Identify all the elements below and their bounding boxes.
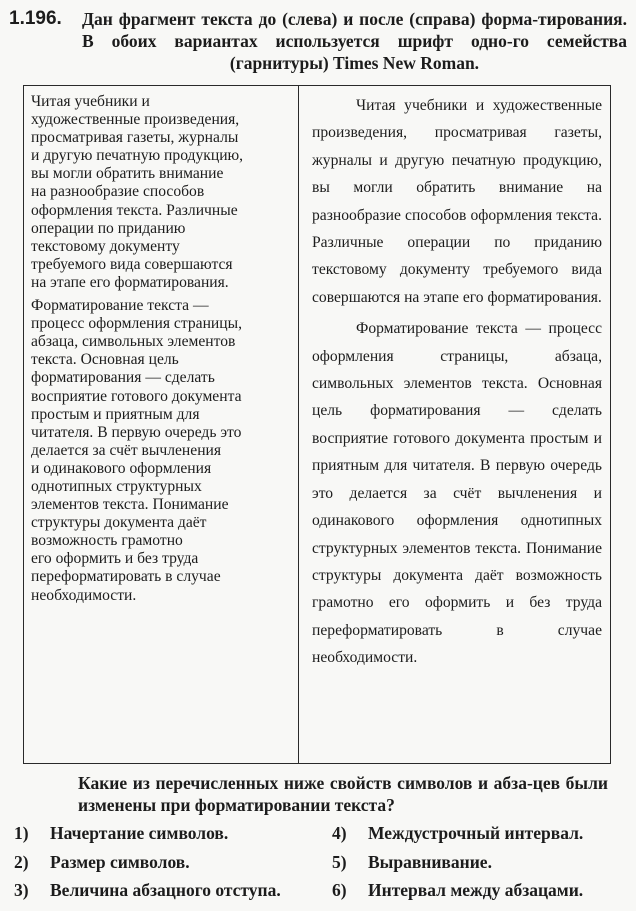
left-paragraph-2: Форматирование текста — процесс оформления страницы, абзаца, символьных элементов текста. Основная цель форматирования — сделать восприятие готового документа простым и приятным для читателя. В первую очередь это делается за счёт вычленения и одинакового оформления однотипных структурных элементов текста. Понимание структуры документа даёт возможность грамотно его оформить и без труда переформатировать в случае необходимости. <box>31 297 242 604</box>
option-3 <box>14 879 281 901</box>
comparison-table <box>23 85 611 764</box>
text-before-formatting <box>31 93 293 605</box>
right-paragraph-1: Читая учебники и художественные произведения, просматривая газеты, журналы и другую печатную продукцию, вы могли обратить внимание на разнообразие способов оформления текста. Различные операции по приданию текстовому документу требуемого вида совершаются на этапе его форматирования. <box>312 97 602 306</box>
task-text: Дан фрагмент текста до (слева) и после (справа) форма-тирования. В обоих вариантах используется шрифт одно-го семейства (гарнитуры) Times New Roman. <box>82 9 627 73</box>
task-number: 1.196. <box>9 8 62 29</box>
text-after-formatting <box>312 92 602 672</box>
option-number: 2) <box>14 852 29 872</box>
option-2 <box>14 851 190 873</box>
option-number: 6) <box>332 880 347 900</box>
right-paragraph-2: Форматирование текста — процесс оформления страницы, абзаца, символьных элементов текста. Основная цель форматирования — сделать восприятие готового документа простым и приятным для читателя. В первую очередь это делается за счёт вычленения и одинакового оформления однотипных структурных элементов текста. Понимание структуры документа даёт возможность грамотно его оформить и без труда переформатировать в случае необходимости. <box>312 320 602 667</box>
left-paragraph-1: Читая учебники и художественные произведения, просматривая газеты, журналы и другую печатную продукцию, вы могли обратить внимание на разнообразие способов оформления текста. Различные операции по приданию текстовому документу требуемого вида совершаются на этапе его форматирования. <box>31 93 244 291</box>
option-label: Междустрочный интервал. <box>368 823 584 843</box>
option-label: Величина абзацного отступа. <box>50 880 281 900</box>
option-number: 5) <box>332 852 347 872</box>
option-number: 3) <box>14 880 29 900</box>
option-5 <box>332 851 492 873</box>
option-number: 1) <box>14 823 29 843</box>
task-header <box>9 8 627 74</box>
question-text: Какие из перечисленных ниже свойств символов и абза-цев были изменены при форматировании текста? <box>78 773 608 815</box>
option-label: Начертание символов. <box>50 823 229 843</box>
option-1 <box>14 822 228 844</box>
option-6 <box>332 879 583 901</box>
option-label: Интервал между абзацами. <box>368 880 584 900</box>
option-4 <box>332 822 583 844</box>
option-number: 4) <box>332 823 347 843</box>
column-divider <box>298 86 299 763</box>
option-label: Размер символов. <box>50 852 190 872</box>
option-label: Выравнивание. <box>368 852 492 872</box>
